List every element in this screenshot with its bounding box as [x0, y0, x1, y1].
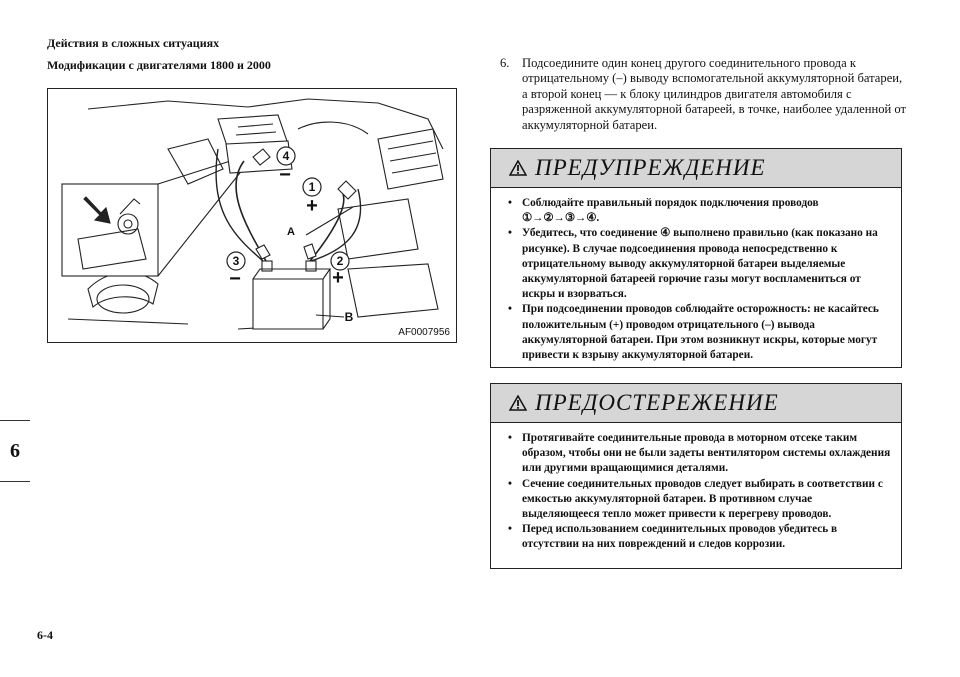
warning-box — [490, 148, 902, 368]
engine-bay-drawing — [48, 89, 456, 342]
plus-sign-2: + — [332, 267, 344, 289]
warning-title: ПРЕДУПРЕЖДЕНИЕ — [535, 155, 766, 180]
page-number: 6-4 — [37, 628, 53, 642]
step-6 — [500, 56, 910, 133]
caution-item: • Сечение соединительных проводов следует выбирать в соответствии с емкостью аккумуляторной батареи. В противном случае выделяющееся тепло может привести к перегреву проводов. — [507, 477, 891, 523]
caution-box — [490, 383, 902, 569]
figure-code: AF0007956 — [398, 327, 450, 338]
section-subtitle: Модификации с двигателями 1800 и 2000 — [47, 58, 271, 72]
minus-sign-4: − — [279, 164, 291, 186]
warning-item: • Убедитесь, что соединение ④ выполнено правильно (как показано на рисунке). В случае подсоединения провода непосредственно к отрицательному выводу аккумуляторной батареи выделяемые аккумуляторной батареей горючие газы могут воспламениться от искры и взорваться. — [507, 226, 891, 302]
caution-triangle-icon — [509, 395, 527, 411]
step-number: 6. — [500, 56, 510, 70]
label-a: A — [287, 226, 295, 238]
label-b: B — [344, 310, 354, 324]
caution-list — [491, 431, 901, 553]
chapter-tab: 6 — [0, 420, 30, 482]
step-text: Подсоедините один конец другого соединительного провода к отрицательному (–) выводу вспомогательной аккумуляторной батареи, а второй конец — к блоку цилиндров двигателя автомобиля с разряженной аккумуляторной батареей, в точке, наиболее удаленной от аккумуляторной батареи. — [522, 56, 907, 132]
warning-item: • При подсоединении проводов соблюдайте осторожность: не касайтесь положительным (+) проводом отрицательного (–) вывода аккумуляторной батареи. При этом возникнут искры, которые могут привести к взрыву аккумуляторной батареи. — [507, 302, 891, 363]
callout-2: 2 — [336, 254, 344, 268]
callout-4: 4 — [282, 149, 290, 163]
caution-title: ПРЕДОСТЕРЕЖЕНИЕ — [535, 390, 779, 415]
running-header: Действия в сложных ситуациях — [47, 36, 220, 50]
caution-item: • Перед использованием соединительных проводов убедитесь в отсутствии на них повреждений и следов коррозии. — [507, 522, 891, 552]
connection-sequence: ①→②→③→④. — [522, 212, 600, 225]
warning-item: • Соблюдайте правильный порядок подключения проводов ①→②→③→④. — [507, 196, 891, 226]
callout-1: 1 — [308, 180, 316, 194]
warning-list — [491, 196, 901, 363]
caution-header — [491, 384, 901, 423]
plus-sign-1: + — [306, 195, 318, 217]
warning-triangle-icon — [509, 160, 527, 176]
caution-item: • Протягивайте соединительные провода в моторном отсеке таким образом, чтобы они не были задеты вентилятором системы охлаждения или другими вращающимися деталями. — [507, 431, 891, 477]
minus-sign-3: − — [229, 268, 241, 290]
jump-start-illustration — [47, 88, 457, 343]
callout-3: 3 — [232, 254, 240, 268]
warning-header — [491, 149, 901, 188]
